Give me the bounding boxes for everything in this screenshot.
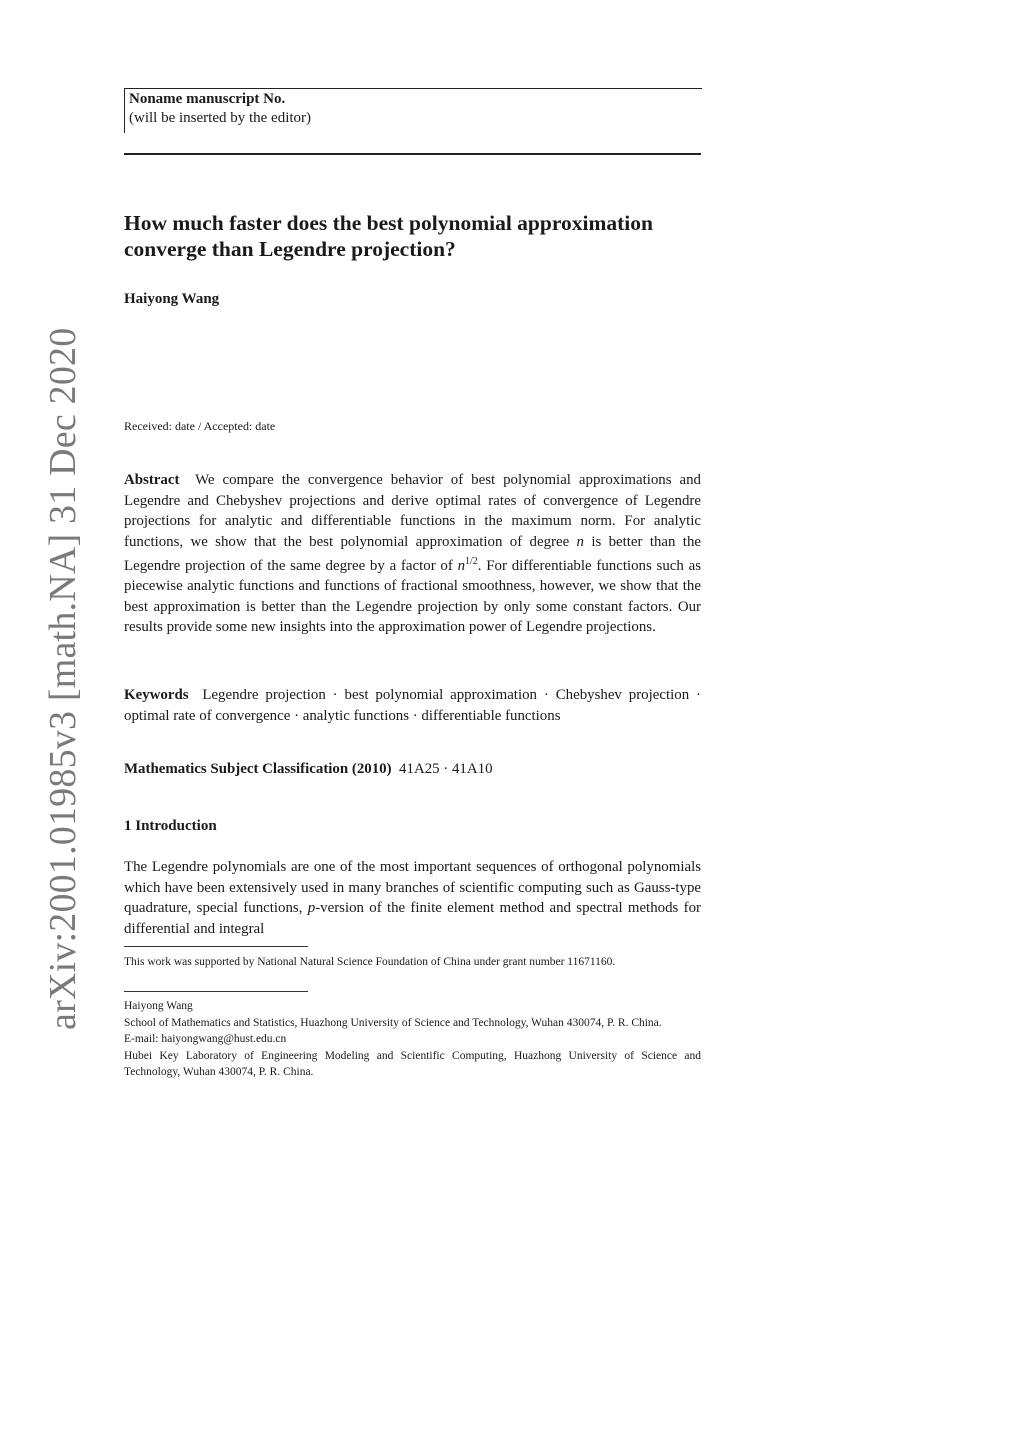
intro-var-p: p	[307, 900, 316, 916]
abstract-var-n: n	[576, 533, 584, 550]
affil-lab: Hubei Key Laboratory of Engineering Modeling and Scientific Computing, Huazhong University of Science and Technology, Wuhan 430074, P. R. China.	[124, 1049, 701, 1079]
affil-email[interactable]: E-mail: haiyongwang@hust.edu.cn	[124, 1033, 287, 1046]
paper-title: How much faster does the best polynomial approximation converge than Legendre projection?	[124, 211, 653, 261]
affiliation-footnote	[124, 998, 701, 1081]
keywords-text: Legendre projection · best polynomial approximation · Chebyshev projection · optimal rate of convergence · analytic functions · differentiable functions	[124, 687, 701, 724]
keywords	[124, 685, 701, 726]
arxiv-stamp: arXiv:2001.01985v3 [math.NA] 31 Dec 2020	[42, 327, 84, 1030]
msc-label: Mathematics Subject Classification (2010)	[124, 761, 392, 777]
abstract-text-1: We compare the convergence behavior of best polynomial approximations and Legendre and Chebyshev projections and derive optimal rates of convergence of Legendre projections for analytic and differentiable functions in the maximum norm. For analytic functions, we show that the best polynomial approximation of degree	[124, 472, 701, 550]
footnote-rule-1	[124, 946, 308, 947]
received-date: Received: date / Accepted: date	[124, 419, 276, 433]
msc-text: 41A25 · 41A10	[399, 761, 493, 777]
abstract-power-base: n	[457, 557, 466, 574]
section-heading: 1 Introduction	[124, 818, 217, 834]
intro-paragraph	[124, 857, 701, 939]
intro-text-2: -version of the finite element method and spectral methods for differential and integral	[124, 900, 701, 937]
abstract	[124, 470, 701, 638]
abstract-text-3: . For differentiable functions such as piecewise analytic functions and functions of fractional smoothness, however, we show that the best approximation is better than the Legendre projection by only some constant factors. Our results provide some new insights into the approximation power of Legendre projections.	[124, 557, 701, 636]
footnote-rule-2	[124, 991, 308, 992]
affil-name: Haiyong Wang	[124, 1000, 193, 1012]
intro-text-1: The Legendre polynomials are one of the most important sequences of orthogonal polynomials which have been extensively used in many branches of scientific computing such as Gauss-type quadrature, special functions,	[124, 859, 701, 916]
funding-footnote: This work was supported by National Natural Science Foundation of China under grant number 11671160.	[124, 956, 616, 968]
affil-school: School of Mathematics and Statistics, Huazhong University of Science and Technology, Wuhan 430074, P. R. China.	[124, 1016, 662, 1029]
abstract-text-2: is better than the Legendre projection of the same degree by a factor of	[124, 533, 701, 574]
author-name: Haiyong Wang	[124, 291, 220, 307]
abstract-label: Abstract	[124, 472, 180, 488]
keywords-label: Keywords	[124, 687, 189, 703]
editor-note: (will be inserted by the editor)	[129, 110, 312, 126]
manuscript-label: Noname manuscript No.	[129, 91, 286, 107]
header-rule	[124, 153, 701, 155]
abstract-power-exp: 1/2	[465, 556, 478, 567]
msc-classification	[124, 759, 701, 780]
